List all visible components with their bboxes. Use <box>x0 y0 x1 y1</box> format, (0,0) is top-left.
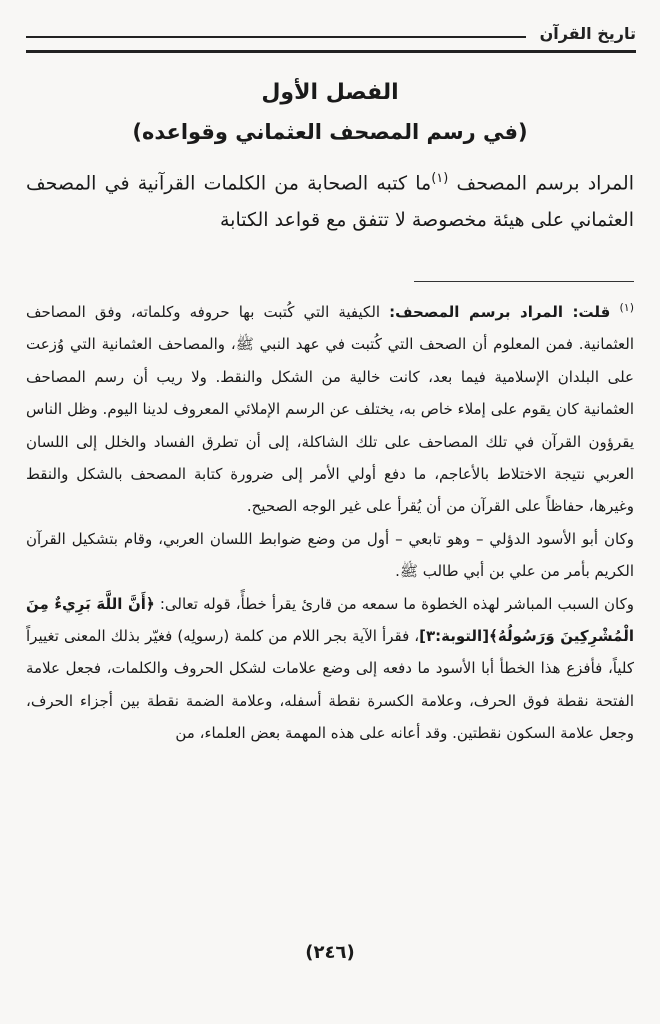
footnote-lead: قلت: المراد برسم المصحف: <box>389 303 611 321</box>
footnote-paragraph <box>26 588 634 750</box>
footnote-reference[interactable]: (١) <box>431 171 449 186</box>
body-paragraph <box>26 160 634 239</box>
footnote-text: وكان السبب المباشر لهذه الخطوة ما سمعه من قارئ يقرأ خطأً، قوله تعالى: <box>159 594 634 613</box>
running-header <box>26 22 636 53</box>
footnotes <box>26 292 634 750</box>
running-title: تاريخ القرآن <box>539 24 636 43</box>
footnote-text: الكيفية التي كُتبت بها حروفه وكلماته، وفق المصاحف العثمانية. فمن المعلوم أن الصحف التي كُتبت في عهد النبي ﷺ، والمصاحف العثمانية التي وُزعت على البلدان الإسلامية فيما بعد، كانت خالية من الشكل والنقط. ولا ريب أن رسم المصاحف العثمانية كان يقوم على إملاء خاص به، يختلف عن الرسم الإملائي المعروف لدينا اليوم. وظل الناس يقرؤون القرآن في تلك المصاحف على تلك الشاكلة، إلى أن تطرق الفساد والخلل إلى اللسان العربي نتيجة الاختلاط بالأعاجم، ما دفع أولي الأمر إلى ضرورة كتابة المصحف بالشكل والنقط وغيرها، حفاظاً على القرآن من أن يُقرأ على غير الوجه الصحيح. <box>26 303 634 516</box>
body-text-before-mark: المراد برسم المصحف <box>456 172 634 195</box>
body-text-after-mark: ما كتبه الصحابة من الكلمات القرآنية في المصحف العثماني على هيئة مخصوصة لا تتفق مع قواعد الكتابة <box>26 172 634 232</box>
footnote-text: وكان أبو الأسود الدؤلي – وهو تابعي – أول من وضع ضوابط اللسان العربي، وقام بتشكيل القرآن الكريم بأمر من علي بن أبي طالب ﷺ. <box>26 529 634 581</box>
header-rule <box>26 36 526 38</box>
footnote-text: ، فقرأ الآية بجر اللام من كلمة (رسولِه) فغيّر بذلك المعنى تغييراً كلياً، فأفزع هذا الخطأ أبا الأسود ما دفعه إلى وضع علامات لشكل الحروف والكلمات، فجعل علامة الفتحة نقطة فوق الحرف، وعلامة الكسرة نقطة أسفله، وعلامة الضمة نقطة بين أجزاء الحرف، وجعل علامة السكون نقطتين. وقد أعانه على هذه المهمة بعض العلماء، من <box>26 627 634 743</box>
quran-verse: ﴿أَنَّ اللَّهَ بَرِيءٌ مِنَ الْمُشْرِكِينَ وَرَسُولُهُ﴾[التوبة:٣] <box>26 594 634 646</box>
footnote-paragraph <box>26 523 634 588</box>
footnote-paragraph <box>26 292 634 523</box>
body-text <box>26 160 634 239</box>
page-number: (٢٤٦) <box>305 942 355 963</box>
chapter-subtitle: (في رسم المصحف العثماني وقواعده) <box>132 120 528 144</box>
footnote-mark: (١) <box>619 301 634 314</box>
footnote-separator <box>414 281 634 282</box>
chapter-title: الفصل الأول <box>261 80 399 105</box>
